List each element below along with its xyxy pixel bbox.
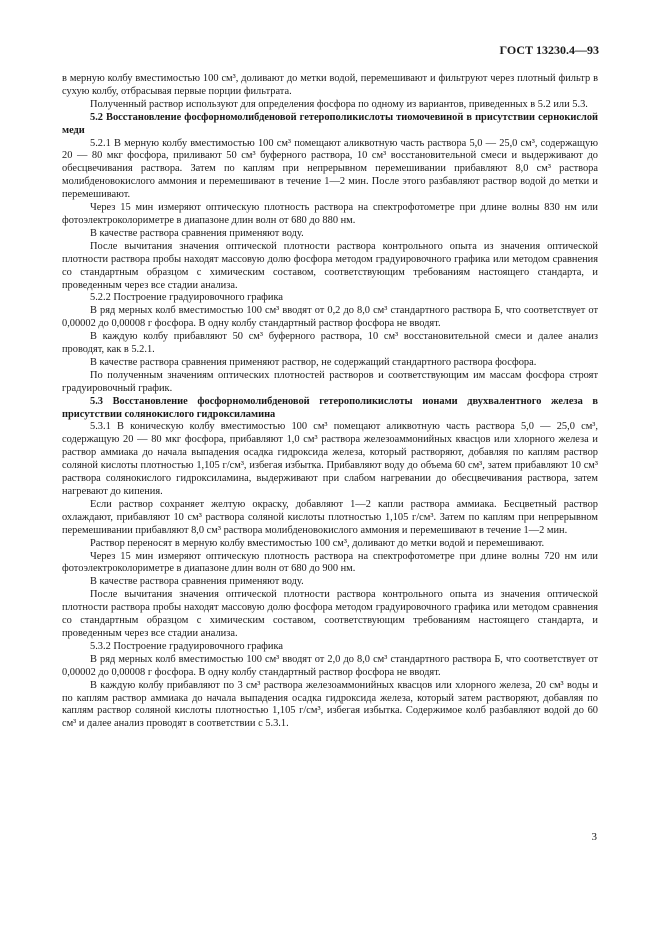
page-number: 3 [591, 831, 597, 844]
paragraph: 5.3.1 В коническую колбу вместимостью 100 см³ помещают аликвотную часть раствора 5,0 — 25,0 см³, содержащую 20 — 80 мкг фосфора, прибавляют 1,0 см³ раствора железоаммонийных квасцов или хлорного железа и раствор аммиака до начала выпадения осадка гидроксида железа, который растворяют, добавляя по каплям раствор соляной кислоты плотностью 1,105 г/см³, избегая избытка. Прибавляют воду до объема 60 см³, затем прибавляют 10 см³ раствора солянокислого гидроксиламина, выдерживают при слабом нагревании до обесцвечивания раствора, затем нагревают до кипения. [62, 421, 598, 497]
paragraph: В каждую колбу прибавляют по 3 см³ раствора железоаммонийных квасцов или хлорного железа, 20 см³ воды и по каплям раствор аммиака до начала выпадения осадка гидроксида железа, который затем растворяют, добавляя по каплям раствор соляной кислоты плотностью 1,105 г/см³, избегая избытка. Содержимое колб разбавляют водой до 60 см³ и далее анализ проводят в соответствии с 5.3.1. [62, 679, 598, 730]
subsection-heading-5-3-2: 5.3.2 Построение градуировочного графика [90, 640, 283, 652]
paragraph: В ряд мерных колб вместимостью 100 см³ вводят от 0,2 до 8,0 см³ стандартного раствора Б, что соответствует от 0,00002 до 0,00008 г фосфора. В одну колбу стандартный раствор фосфора не вводят. [62, 305, 598, 330]
paragraph: В качестве раствора сравнения применяют воду. [90, 576, 304, 588]
paragraph: Через 15 мин измеряют оптическую плотность раствора на спектрофотометре при длине волны 720 нм или фотоэлектроколориметре в диапазоне длин волн от 680 до 900 нм. [62, 550, 598, 575]
paragraph: Полученный раствор используют для определения фосфора по одному из вариантов, приведенных в 5.2 или 5.3. [90, 98, 588, 110]
paragraph: По полученным значениям оптических плотностей растворов и соответствующим им массам фосфора строят градуировочный график. [62, 369, 598, 394]
paragraph: в мерную колбу вместимостью 100 см³, доливают до метки водой, перемешивают и фильтруют через плотный фильтр в сухую колбу, отбрасывая первые порции фильтрата. [62, 73, 598, 97]
paragraph: После вычитания значения оптической плотности раствора контрольного опыта из значения оптической плотности раствора пробы находят массовую долю фосфора методом градуировочного графика или методом сравнения со стандартным образцом с химическим составом, соответствующим требованиям настоящего стандарта, и проведенным через все стадии анализа. [62, 240, 598, 291]
paragraph: В качестве раствора сравнения применяют воду. [90, 227, 304, 239]
section-heading-5-3: 5.3 Восстановление фосфорномолибденовой гетерополикислоты ионами двухвалентного железа в присутствии солянокислого гидроксиламина [62, 395, 598, 420]
paragraph: Раствор переносят в мерную колбу вместимостью 100 см³, доливают до метки водой и перемешивают. [90, 537, 545, 549]
paragraph: В качестве раствора сравнения применяют раствор, не содержащий стандартного раствора фосфора. [90, 356, 537, 368]
standard-header: ГОСТ 13230.4—93 [499, 43, 599, 57]
section-heading-5-2: 5.2 Восстановление фосфорномолибденовой гетерополикислоты тиомочевиной в присутствии сернокислой меди [62, 111, 598, 136]
paragraph: После вычитания значения оптической плотности раствора контрольного опыта из значения оптической плотности раствора пробы находят массовую долю фосфора методом градуировочного графика или методом сравнения со стандартным образцом с химическим составом, соответствующим требованиям настоящего стандарта, и проведенным через все стадии анализа. [62, 589, 598, 639]
paragraph: В каждую колбу прибавляют 50 см³ буферного раствора, 10 см³ восстановительной смеси и далее анализ проводят, как в 5.2.1. [62, 331, 598, 356]
paragraph: 5.2.1 В мерную колбу вместимостью 100 см³ помещают аликвотную часть раствора 5,0 — 25,0 см³, содержащую 20 — 80 мкг фосфора, приливают 50 см³ буферного раствора, 10 см³ восстановительной смеси и выдерживают до обесцвечивания раствора. Затем по каплям при непрерывном перемешивании прибавляют 8,0 см³ раствора молибденовокислого аммония и перемешивают в течение 1—2 мин. После этого разбавляют раствор водой до метки и перемешивают. [62, 137, 598, 201]
paragraph: Если раствор сохраняет желтую окраску, добавляют 1—2 капли раствора аммиака. Бесцветный раствор охлаждают, прибавляют 10 см³ раствора соляной кислоты плотностью 1,105 г/см³. Затем по каплям при непрерывном перемешивании прибавляют 8,0 см³ раствора молибденовокислого аммония и перемешивают в течение 1—2 мин. [62, 498, 598, 536]
paragraph: Через 15 мин измеряют оптическую плотность раствора на спектрофотометре при длине волны 830 нм или фотоэлектроколориметре в диапазоне длин волн от 680 до 880 нм. [62, 202, 598, 226]
paragraph: В ряд мерных колб вместимостью 100 см³ вводят от 2,0 до 8,0 см³ стандартного раствора Б, что соответствует от 0,00002 до 0,00008 г фосфора. В одну колбу стандартный раствор фосфора не вводят. [62, 653, 598, 678]
body-text [62, 73, 598, 731]
subsection-heading-5-2-2: 5.2.2 Построение градуировочного графика [90, 292, 283, 304]
